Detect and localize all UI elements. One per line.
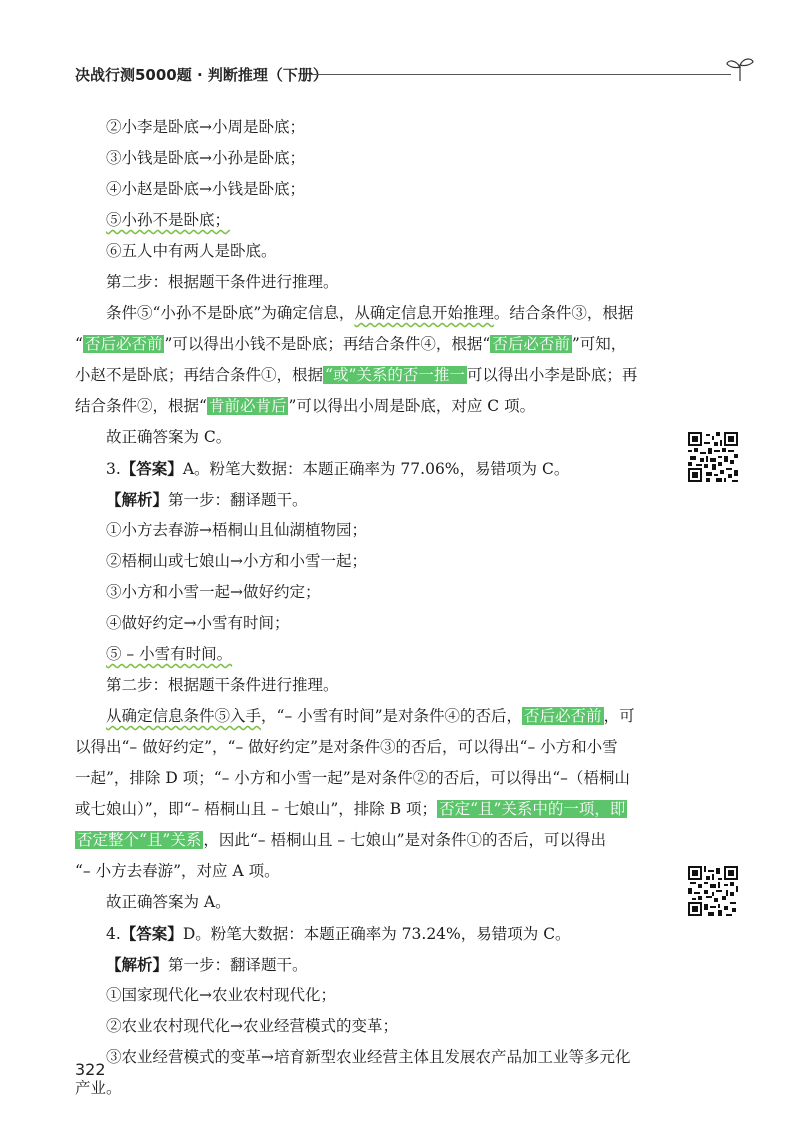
answer-text: A。粉笔大数据：本题正确率为 77.06%，易错项为 C。 bbox=[182, 460, 570, 478]
text-span: 可以得出小李是卧底；再 bbox=[466, 366, 638, 384]
text-span: 条件⑤“小孙不是卧底”为确定信息， bbox=[106, 304, 355, 322]
condition-5 bbox=[75, 205, 665, 236]
qr-code-icon[interactable] bbox=[688, 432, 738, 482]
answer-text: D。粉笔大数据：本题正确率为 73.24%，易错项为 C。 bbox=[182, 925, 571, 943]
reasoning-line: 一起”，排除 D 项；“– 小方和小雪一起”是对条件②的否后，可以得出“–（梧桐山 bbox=[75, 769, 630, 787]
highlight-phrase: “或”关系的否一推一 bbox=[325, 366, 465, 384]
reasoning-line bbox=[75, 391, 665, 422]
q4-condition-1: ①国家现代化→农业农村现代化； bbox=[106, 986, 336, 1004]
question-number: 3. bbox=[106, 460, 121, 478]
underlined-phrase: 从确定信息条件⑤入手 bbox=[106, 707, 262, 725]
condition-5-text: ⑤ – 小雪有时间。 bbox=[106, 645, 233, 663]
solution-text bbox=[75, 112, 665, 1104]
answer-tag: 【答案】 bbox=[120, 924, 183, 943]
condition-6: ⑥五人中有两人是卧底。 bbox=[106, 242, 277, 260]
page-number: 322 bbox=[75, 1060, 106, 1079]
highlight-phrase: 否定“且”关系中的一项，即 bbox=[439, 800, 626, 818]
reasoning-line: 以得出“– 做好约定”，“– 做好约定”是对条件③的否后，可以得出“– 小方和小雪 bbox=[75, 738, 618, 756]
step-text: 第一步：翻译题干。 bbox=[168, 491, 308, 509]
condition-4: ④小赵是卧底→小钱是卧底； bbox=[106, 180, 305, 198]
analysis-tag: 【解析】 bbox=[106, 490, 169, 509]
condition-5-text: ⑤小孙不是卧底； bbox=[106, 211, 231, 229]
highlight-phrase: 肯前必肯后 bbox=[208, 397, 287, 415]
condition-2: ②小李是卧底→小周是卧底； bbox=[106, 118, 305, 136]
reasoning-line bbox=[75, 825, 665, 856]
q3-condition-1: ①小方去春游→梧桐山且仙湖植物园； bbox=[106, 521, 367, 539]
highlight-phrase: 否后必否前 bbox=[492, 335, 570, 353]
q3-step-2: 第二步：根据题干条件进行推理。 bbox=[106, 676, 339, 694]
highlight-phrase: 否后必否前 bbox=[84, 335, 163, 353]
q3-condition-5 bbox=[75, 639, 665, 670]
answer-line: 故正确答案为 A。 bbox=[106, 893, 231, 911]
reasoning-line bbox=[75, 794, 665, 825]
q4-answer-line bbox=[75, 918, 665, 949]
reasoning-line bbox=[75, 360, 665, 391]
text-span: ，“– 小雪有时间”是对条件④的否后， bbox=[261, 707, 523, 725]
analysis-tag: 【解析】 bbox=[106, 955, 169, 974]
sprout-icon bbox=[725, 56, 755, 82]
q3-analysis-line bbox=[75, 484, 665, 515]
underlined-phrase: 从确定信息开始推理 bbox=[354, 304, 494, 322]
text-span: ”可以得出小钱不是卧底；再结合条件④，根据“ bbox=[164, 335, 491, 353]
q3-condition-4: ④做好约定→小雪有时间； bbox=[106, 614, 290, 632]
step-2-heading: 第二步：根据题干条件进行推理。 bbox=[106, 273, 339, 291]
reasoning-line bbox=[75, 298, 665, 329]
header-rule bbox=[311, 74, 731, 75]
text-span: ，可 bbox=[603, 707, 635, 725]
q4-condition-3: ③农业经营模式的变革→培育新型农业经营主体且发展农产品加工业等多元化 bbox=[106, 1048, 631, 1066]
condition-3: ③小钱是卧底→小孙是卧底； bbox=[106, 149, 305, 167]
question-number: 4. bbox=[106, 925, 121, 943]
q3-answer-line bbox=[75, 453, 665, 484]
highlight-phrase: 否定整个“且”关系 bbox=[77, 831, 202, 849]
text-span: 。结合条件③，根据 bbox=[493, 304, 634, 322]
answer-tag: 【答案】 bbox=[120, 459, 183, 478]
reasoning-line bbox=[75, 329, 665, 360]
step-text: 第一步：翻译题干。 bbox=[168, 956, 308, 974]
page-header bbox=[75, 62, 745, 92]
answer-line: 故正确答案为 C。 bbox=[106, 428, 232, 446]
text-span: 结合条件②，根据“ bbox=[75, 397, 207, 415]
text-span: ”可以得出小周是卧底，对应 C 项。 bbox=[288, 397, 536, 415]
highlight-phrase: 否后必否前 bbox=[524, 707, 602, 725]
q4-analysis-line bbox=[75, 949, 665, 980]
qr-code-icon[interactable] bbox=[688, 866, 738, 916]
reasoning-line bbox=[75, 701, 665, 732]
q3-condition-3: ③小方和小雪一起→做好约定； bbox=[106, 583, 321, 601]
q4-condition-3-cont: 产业。 bbox=[75, 1079, 122, 1097]
text-span: ”可知， bbox=[571, 335, 627, 353]
reasoning-line: “– 小方去春游”，对应 A 项。 bbox=[75, 862, 280, 880]
text-span: 小赵不是卧底；再结合条件①，根据 bbox=[75, 366, 324, 384]
text-span: “ bbox=[75, 335, 83, 353]
text-span: ，因此“– 梧桐山且 – 七娘山”是对条件①的否后，可以得出 bbox=[203, 831, 606, 849]
q3-condition-2: ②梧桐山或七娘山→小方和小雪一起； bbox=[106, 552, 367, 570]
q4-condition-2: ②农业农村现代化→农业经营模式的变革； bbox=[106, 1017, 398, 1035]
text-span: 或七娘山）”，即“– 梧桐山且 – 七娘山”，排除 B 项； bbox=[75, 800, 438, 818]
book-title: 决战行测5000题 · 判断推理（下册） bbox=[75, 66, 328, 84]
